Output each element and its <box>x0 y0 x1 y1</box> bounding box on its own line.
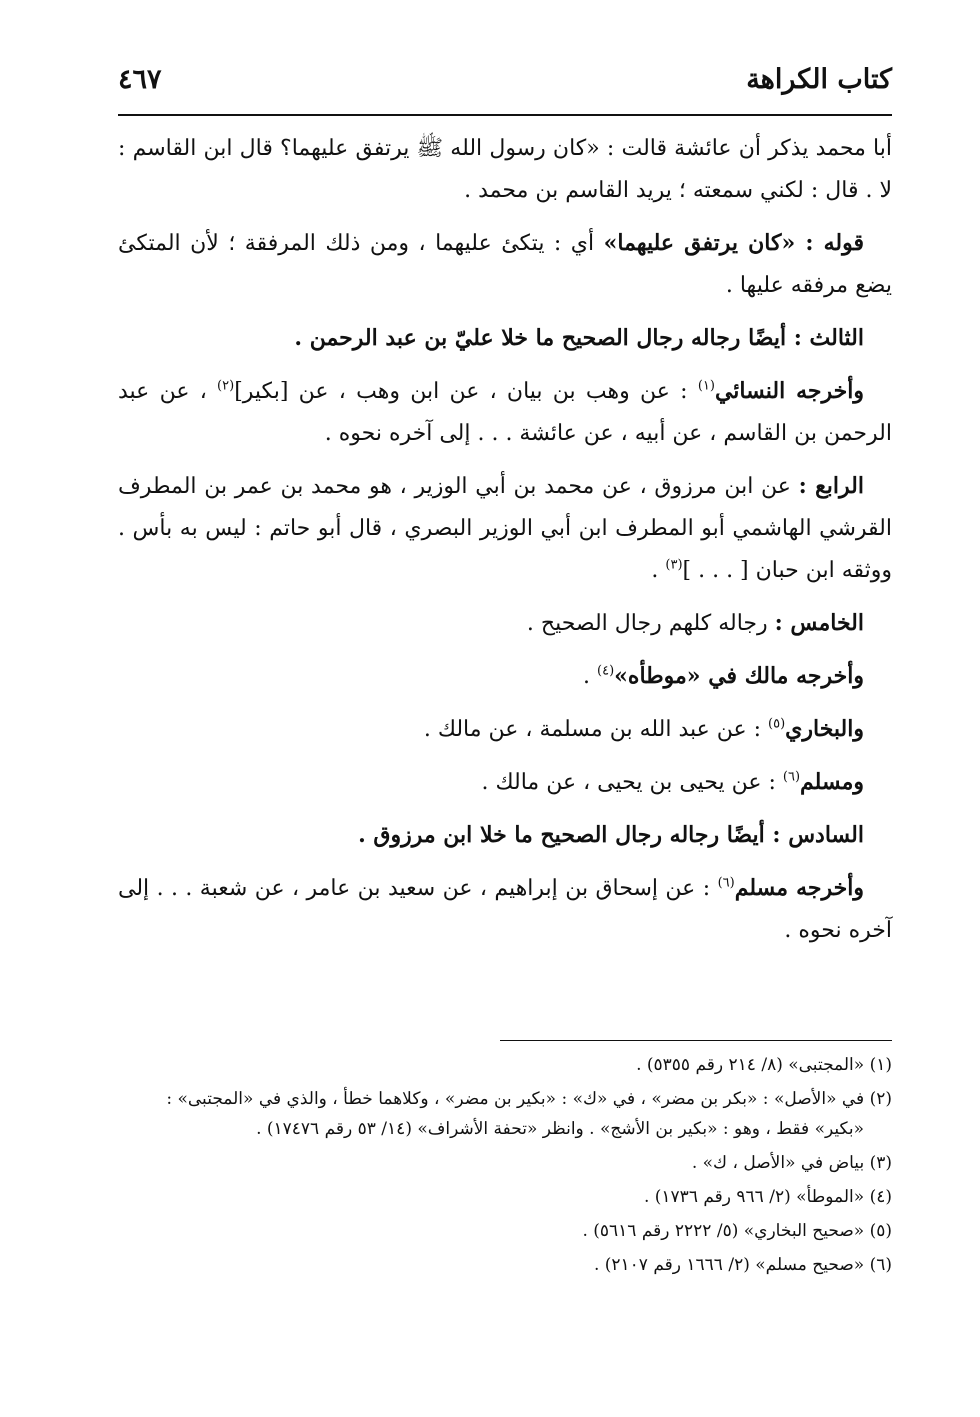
paragraph-lead: قوله : «كان يرتفق عليهما» <box>603 230 865 256</box>
main-text <box>118 128 892 962</box>
paragraph-lead: وأخرجه النسائي <box>714 378 864 404</box>
paragraph-text: عن ابن مرزوق ، عن محمد بن أبي الوزير ، هو محمد بن عمر بن المطرف القرشي الهاشمي أبو المطرف ابن أبي الوزير البصري ، قال أبو حاتم : ليس به بأس . ووثقه ابن حبان [ . . . ] <box>118 474 892 583</box>
chapter-title: كتاب الكراهة <box>746 64 892 95</box>
paragraph-lead: الخامس : <box>774 610 864 636</box>
paragraph-text: أبا محمد يذكر أن عائشة قالت : «كان رسول الله ﷺ يرتفق عليهما؟ قال ابن القاسم : لا . قال : لكني سمعته ؛ يريد القاسم بن محمد . <box>118 136 892 203</box>
paragraph-text: رجاله كلهم رجال الصحيح . <box>526 611 775 636</box>
footnote-ref: (٣) <box>665 557 683 573</box>
footnote-ref: (٦) <box>782 769 801 785</box>
paragraph-text: : عن يحيى بن يحيى ، عن مالك . <box>481 770 783 795</box>
footnote-ref: (٦) <box>717 875 735 891</box>
paragraph-text: . <box>583 664 598 689</box>
footnote-continuation: «بكير» فقط ، وهو : «بكير بن الأشج» . وانظر «تحفة الأشراف» (١٤/ ٥٣ رقم ١٧٤٧٦) . <box>256 1119 864 1139</box>
footnote-3 <box>118 1148 892 1178</box>
paragraph-2 <box>118 222 892 307</box>
footnote-ref: (٤) <box>597 663 615 679</box>
paragraph-4 <box>118 370 892 455</box>
footnote-text: (٣) بياض في «الأصل ، ك» . <box>691 1153 892 1173</box>
footnote-text: (٦) «صحيح مسلم» (٢/ ١٦٦٦ رقم ٢١٠٧) . <box>593 1255 892 1275</box>
paragraph-lead: والبخاري <box>785 716 864 742</box>
paragraph-text: : عن وهب بن بيان ، عن ابن وهب ، عن [بكير] <box>234 379 698 404</box>
footnote-1 <box>118 1050 892 1080</box>
footnote-text: (١) «المجتبى» (٨/ ٢١٤ رقم ٥٣٥٥) . <box>636 1055 892 1075</box>
footnote-separator <box>500 1040 892 1041</box>
paragraph-lead: وأخرجه مالك في «موطأه» <box>614 663 864 689</box>
paragraph-text: أي : يتكئ عليهما ، ومن ذلك المرفقة ؛ لأن المتكئ يضع مرفقه عليها . <box>118 231 892 298</box>
footnote-ref: (٥) <box>768 716 786 732</box>
paragraph-lead: الثالث : أيضًا رجاله رجال الصحيح ما خلا عليّ بن عبد الرحمن . <box>294 325 864 351</box>
paragraph-1 <box>118 128 892 212</box>
paragraph-6 <box>118 602 892 645</box>
paragraph-3 <box>118 317 892 360</box>
footnote-6 <box>118 1250 892 1280</box>
paragraph-lead: وأخرجه مسلم <box>734 875 864 901</box>
paragraph-text: : عن عبد الله بن مسلمة ، عن مالك . <box>423 717 769 742</box>
paragraph-8 <box>118 708 892 751</box>
page-number: ٤٦٧ <box>118 64 162 95</box>
paragraph-text-2: . <box>651 558 666 583</box>
paragraph-lead: ومسلم <box>800 769 864 795</box>
page-header <box>118 58 892 116</box>
paragraph-10 <box>118 814 892 857</box>
footnote-4 <box>118 1182 892 1212</box>
footnote-ref: (٢) <box>217 378 235 394</box>
paragraph-11 <box>118 867 892 952</box>
footnotes <box>118 1050 892 1284</box>
footnote-2 <box>118 1084 892 1144</box>
footnote-5 <box>118 1216 892 1246</box>
paragraph-7 <box>118 655 892 698</box>
header-rule <box>118 114 892 116</box>
paragraph-5 <box>118 465 892 592</box>
paragraph-lead: الرابع : <box>798 473 864 499</box>
footnote-text: (٢) في «الأصل» : «بكر بن مضر» ، في «ك» : «بكير بن مضر» ، وكلاهما خطأ ، والذي في «المجتبى» : <box>166 1089 892 1109</box>
footnote-text: (٤) «الموطأ» (٢/ ٩٦٦ رقم ١٧٣٦) . <box>643 1187 892 1207</box>
footnote-text: (٥) «صحيح البخاري» (٥/ ٢٢٢٢ رقم ٥٦١٦) . <box>582 1221 892 1241</box>
paragraph-lead: السادس : أيضًا رجاله رجال الصحيح ما خلا ابن مرزوق . <box>358 822 864 848</box>
paragraph-text-2: ، عن عبد الرحمن بن القاسم ، عن أبيه ، عن عائشة . . . إلى آخره نحوه . <box>118 379 892 446</box>
footnote-ref: (١) <box>697 378 715 394</box>
paragraph-text: : عن إسحاق بن إبراهيم ، عن سعيد بن عامر ، عن شعبة . . . إلى آخره نحوه . <box>118 876 892 943</box>
paragraph-9 <box>118 761 892 804</box>
